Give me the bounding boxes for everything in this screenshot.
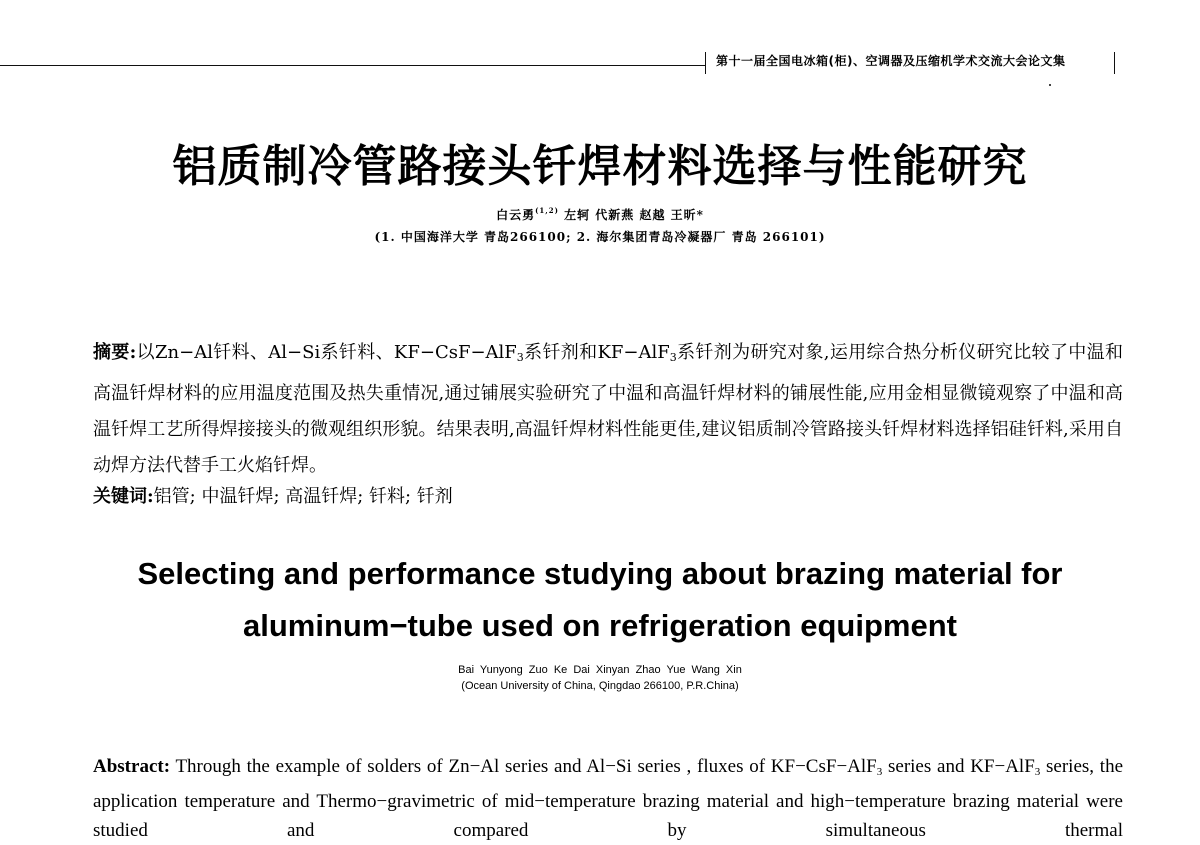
- authors-cn: [0, 206, 1200, 223]
- paper-title-en-line1: Selecting and performance studying about brazing material for: [137, 556, 1063, 591]
- conference-title: 第十一届全国电冰箱(柜)、空调器及压缩机学术交流大会论文集: [716, 54, 1066, 68]
- paper-title-en: [0, 548, 1200, 652]
- abstract-cn-text-3: 系钎剂为研究对象,运用综合热分析仪研究比较了中温和高温钎焊材料的应用温度范围及热失重情况,通过铺展实验研究了中温和高温钎焊材料的铺展性能,应用金相显微镜观察了中温和高温钎焊工艺所得焊接接头的微观组织形貌。结果表明,高温钎焊材料性能更佳,建议铝质制冷管路接头钎焊材料选择铝硅钎料,采用自动焊方法代替手工火焰钎焊。: [93, 342, 1123, 476]
- header-divider-right: [1114, 52, 1115, 74]
- header-divider-left: [705, 52, 706, 74]
- abstract-en-text-3: series, the application temperature and Thermo−gravimetric of mid−temperature brazing material and high−temperature brazing material were studied and compared by simultaneous thermal: [93, 756, 1123, 841]
- scan-speck: [1049, 84, 1051, 86]
- abstract-cn-text-1: 以Zn−Al钎料、Al−Si系钎料、KF−CsF−AlF: [136, 342, 517, 363]
- authors-rest: 左轲 代新燕 赵越 王昕*: [558, 208, 704, 222]
- affiliation-en: (Ocean University of China, Qingdao 266100, P.R.China): [461, 680, 739, 692]
- affiliation-cn: (1. 中国海洋大学 青岛266100; 2. 海尔集团青岛冷凝器厂 青岛 266101): [374, 230, 826, 244]
- author-affil-marker: (1,2): [535, 206, 559, 215]
- abstract-cn: [93, 335, 1123, 484]
- paper-title-en-line2: aluminum−tube used on refrigeration equipment: [243, 608, 957, 643]
- abstract-cn-label: 摘要:: [93, 342, 137, 363]
- header-rule: [0, 65, 706, 66]
- abstract-en-label: Abstract:: [93, 756, 171, 777]
- abstract-cn-sub-2: 3: [669, 351, 677, 364]
- keywords-cn-text: 铝管; 中温钎焊; 高温钎焊; 钎料; 钎剂: [153, 486, 453, 507]
- abstract-en: [93, 752, 1123, 845]
- abstract-en-text-1: Through the example of solders of Zn−Al series and Al−Si series , fluxes of KF−CsF−AlF: [170, 756, 877, 777]
- author-first: 白云勇: [496, 208, 536, 222]
- abstract-en-text-2: series and KF−AlF: [882, 756, 1035, 777]
- abstract-cn-text-2: 系钎剂和KF−AlF: [523, 342, 670, 363]
- paper-title-cn: 铝质制冷管路接头钎焊材料选择与性能研究: [172, 141, 1028, 192]
- abstract-en-sub-1: 3: [876, 766, 883, 778]
- abstract-en-sub-2: 3: [1034, 766, 1041, 778]
- abstract-cn-sub-1: 3: [516, 351, 524, 364]
- keywords-cn: [93, 479, 1123, 515]
- authors-en: Bai Yunyong Zuo Ke Dai Xinyan Zhao Yue Wang Xin: [458, 664, 742, 676]
- keywords-cn-label: 关键词:: [93, 486, 154, 507]
